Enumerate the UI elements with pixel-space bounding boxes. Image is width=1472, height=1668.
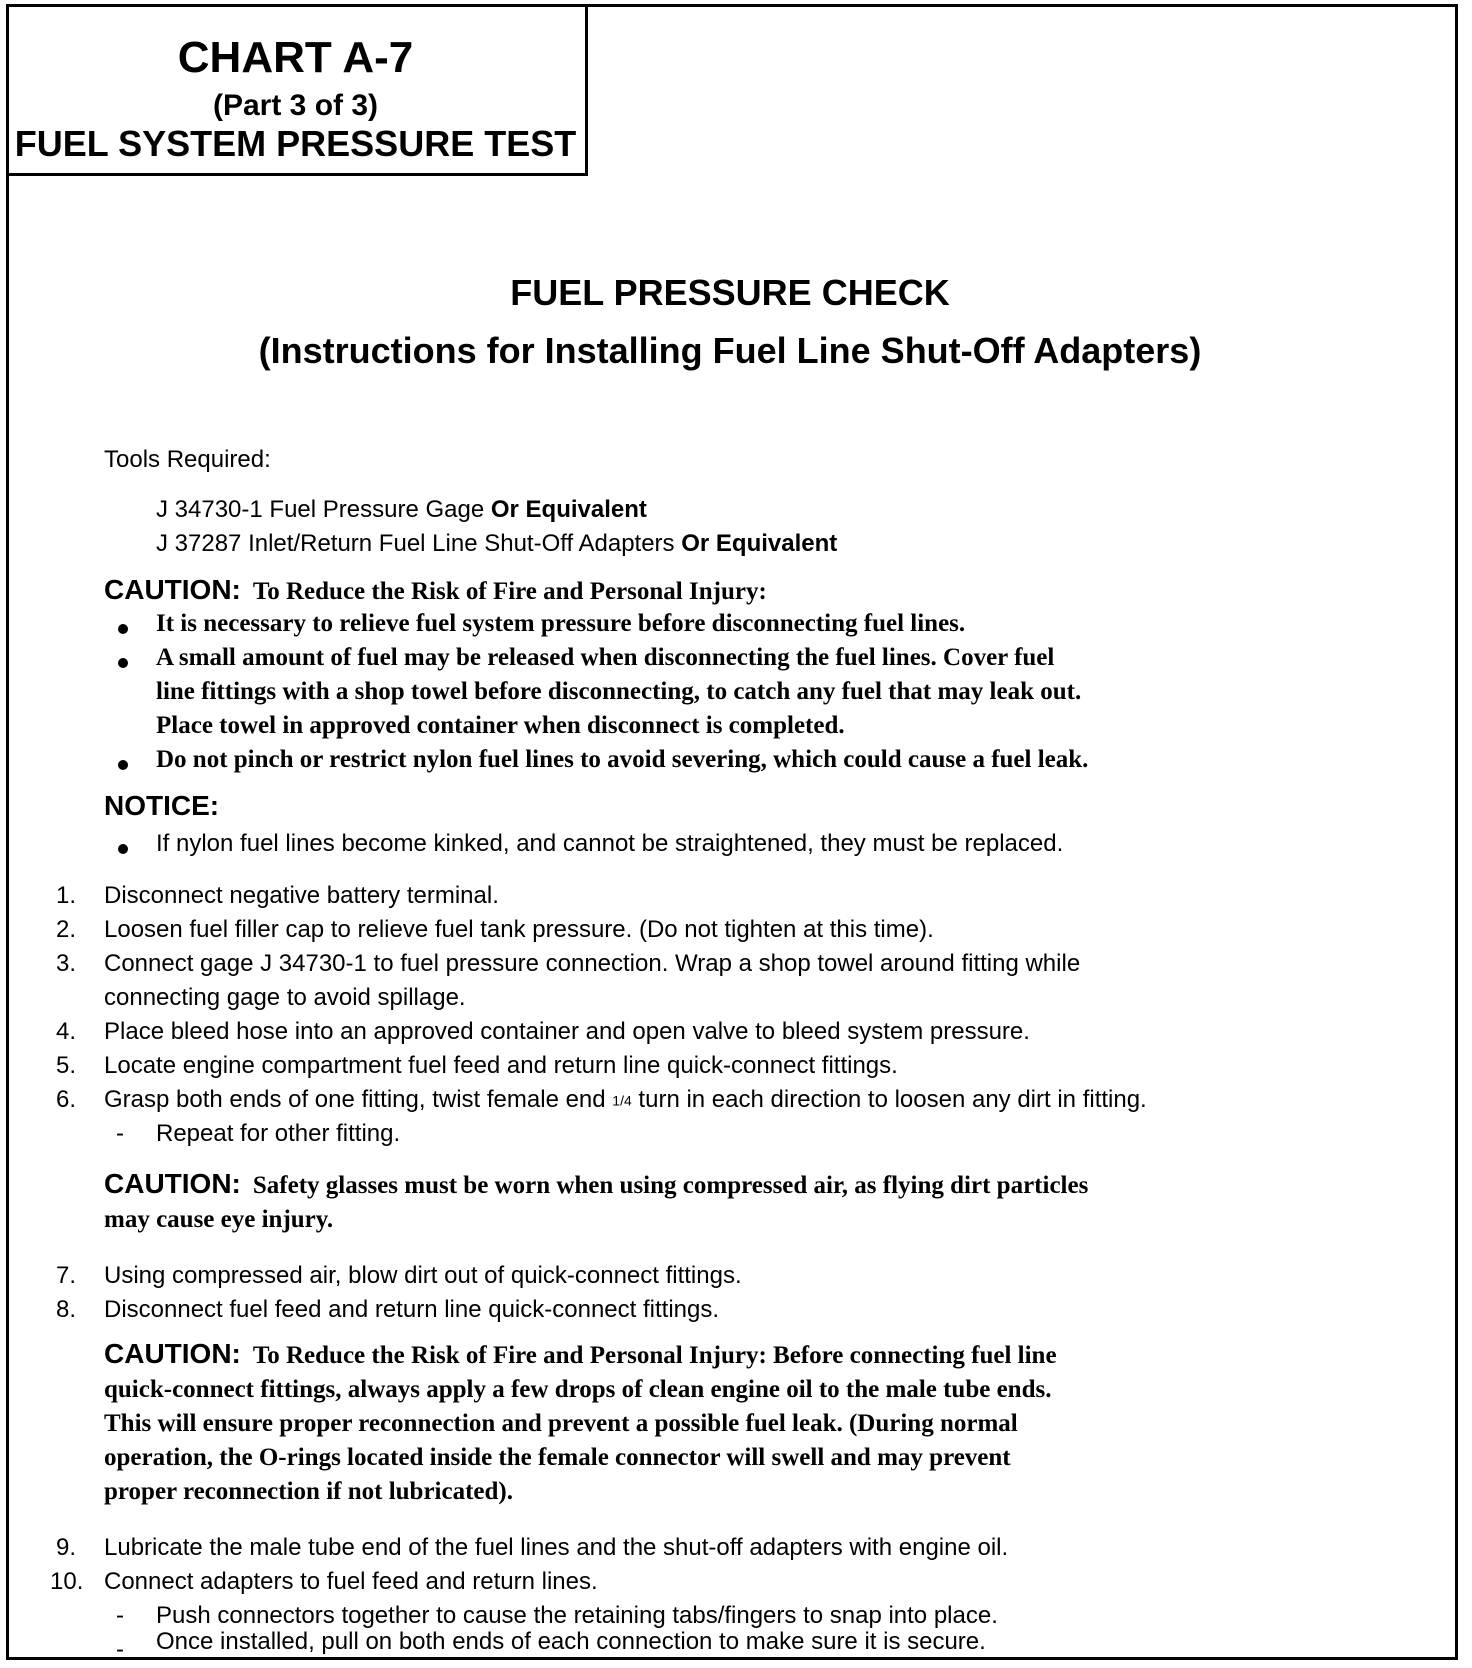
caution-text-cont: may cause eye injury. — [104, 1206, 334, 1233]
caution-text: To Reduce the Risk of Fire and Personal Injury: — [252, 578, 767, 605]
step-subitem: Repeat for other fitting. — [156, 1120, 401, 1147]
page-title: FUEL PRESSURE CHECK — [510, 272, 950, 313]
notice-bullet: If nylon fuel lines become kinked, and cannot be straightened, they must be replaced. — [156, 830, 1064, 857]
step-number: 5. — [56, 1052, 77, 1079]
step-number: 7. — [56, 1262, 77, 1289]
step-subitem: Once installed, pull on both ends of each connection to make sure it is secure. — [156, 1628, 986, 1655]
step-number: 8. — [56, 1296, 77, 1323]
step-text: Disconnect negative battery terminal. — [104, 882, 499, 909]
tool-name: J 34730-1 Fuel Pressure Gage — [156, 496, 491, 523]
step-number: 4. — [56, 1018, 77, 1045]
chart-part: (Part 3 of 3) — [212, 89, 379, 122]
chart-system: FUEL SYSTEM PRESSURE TEST — [14, 123, 577, 164]
step-text-part: turn in each direction to loosen any dirt in fitting. — [631, 1086, 1147, 1113]
caution-label: CAUTION: — [104, 1338, 241, 1369]
chart-number: CHART A-7 — [177, 33, 414, 82]
caution-text-cont: operation, the O-rings located inside the female connector will swell and may prevent — [104, 1444, 1011, 1471]
step-text — [104, 1086, 1147, 1114]
step-text: Disconnect fuel feed and return line quick-connect fittings. — [104, 1296, 720, 1323]
step-text-part: Grasp both ends of one fitting, twist female end — [104, 1086, 613, 1113]
bullet-icon — [118, 844, 128, 854]
dash: - — [116, 1120, 124, 1147]
bullet-icon — [118, 658, 128, 668]
caution-bullet: A small amount of fuel may be released when disconnecting the fuel lines. Cover fuel — [156, 644, 1055, 671]
caution-label: CAUTION: — [104, 574, 241, 605]
step-text: Place bleed hose into an approved container and open valve to bleed system pressure. — [104, 1018, 1030, 1045]
step-text: Locate engine compartment fuel feed and return line quick-connect fittings. — [104, 1052, 898, 1079]
step-text: Loosen fuel filler cap to relieve fuel tank pressure. (Do not tighten at this time). — [104, 916, 934, 943]
fraction: 1/4 — [612, 1092, 632, 1109]
caution-text: Safety glasses must be worn when using compressed air, as flying dirt particles — [252, 1172, 1089, 1199]
dash: - — [116, 1602, 124, 1629]
notice-label: NOTICE: — [104, 790, 220, 821]
bullet-icon — [118, 760, 128, 770]
step-number: 6. — [56, 1086, 77, 1113]
step-subitem: Push connectors together to cause the retaining tabs/fingers to snap into place. — [156, 1602, 998, 1629]
tool-equivalent: Or Equivalent — [681, 530, 838, 557]
tools-label: Tools Required: — [104, 446, 271, 473]
step-text: Connect gage J 34730-1 to fuel pressure connection. Wrap a shop towel around fitting while — [104, 950, 1081, 977]
tool-item — [156, 496, 647, 524]
caution-block — [104, 574, 767, 606]
step-number: 9. — [56, 1534, 77, 1561]
caution-block — [104, 1338, 1057, 1370]
step-text: Lubricate the male tube end of the fuel lines and the shut-off adapters with engine oil. — [104, 1534, 1009, 1561]
caution-text-cont: proper reconnection if not lubricated). — [104, 1478, 513, 1505]
tool-item — [156, 530, 837, 558]
caution-block — [104, 1168, 1088, 1200]
tool-equivalent: Or Equivalent — [490, 496, 647, 523]
tool-name: J 37287 Inlet/Return Fuel Line Shut-Off Adapters — [156, 530, 682, 557]
step-number: 1. — [56, 882, 77, 909]
caution-text-cont: quick-connect fittings, always apply a few drops of clean engine oil to the male tube ends. — [104, 1376, 1052, 1403]
caution-bullet: Do not pinch or restrict nylon fuel lines to avoid severing, which could cause a fuel leak. — [156, 746, 1089, 773]
caution-bullet: It is necessary to relieve fuel system pressure before disconnecting fuel lines. — [156, 610, 966, 637]
page-subtitle: (Instructions for Installing Fuel Line Shut-Off Adapters) — [258, 330, 1202, 371]
step-number: 10. — [50, 1568, 84, 1595]
step-number: 3. — [56, 950, 77, 977]
step-text: Using compressed air, blow dirt out of quick-connect fittings. — [104, 1262, 742, 1289]
caution-bullet-cont: Place towel in approved container when disconnect is completed. — [156, 712, 845, 739]
caution-text: To Reduce the Risk of Fire and Personal Injury: Before connecting fuel line — [252, 1342, 1057, 1369]
caution-label: CAUTION: — [104, 1168, 241, 1199]
step-text-cont: connecting gage to avoid spillage. — [104, 984, 466, 1011]
bullet-icon — [118, 624, 128, 634]
caution-bullet-cont: line fittings with a shop towel before disconnecting, to catch any fuel that may leak out. — [156, 678, 1082, 705]
caution-text-cont: This will ensure proper reconnection and prevent a possible fuel leak. (During normal — [104, 1410, 1018, 1437]
chart-title-box — [6, 4, 588, 176]
dash: - — [116, 1636, 124, 1663]
step-text: Connect adapters to fuel feed and return lines. — [104, 1568, 598, 1595]
step-number: 2. — [56, 916, 77, 943]
